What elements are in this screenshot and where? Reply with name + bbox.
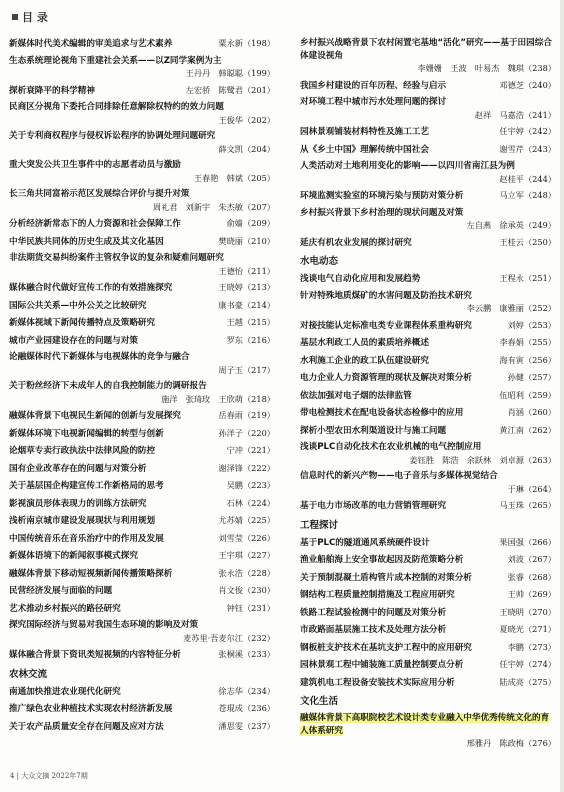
- entry-page: （275）: [523, 676, 556, 687]
- entry-title: 融媒体背景下移动短视频新闻传播策略探析: [9, 568, 173, 579]
- entry-page: （233）: [242, 649, 275, 659]
- toc-entry[interactable]: [300, 389, 556, 403]
- toc-entry[interactable]: [9, 351, 275, 376]
- toc-entry[interactable]: [9, 299, 275, 313]
- toc-entry[interactable]: [9, 514, 275, 528]
- toc-entry[interactable]: [300, 588, 556, 602]
- entry-title: 从《乡土中国》理解传统中国社会: [300, 144, 429, 155]
- toc-entry[interactable]: [300, 406, 556, 420]
- toc-entry[interactable]: [300, 641, 556, 655]
- entry-title: 环境监测实验室的环境污染与预防对策分析: [300, 191, 464, 201]
- entry-title: 基于电力市场改革的电力营销管理研究: [300, 501, 447, 511]
- entry-page: （230）: [242, 585, 275, 595]
- entry-page: （209）: [242, 218, 275, 228]
- entry-title: 乡村振兴背景下乡村治理的现状问题及对策: [300, 207, 464, 218]
- section-heading: 水电动态: [300, 256, 339, 267]
- entry-title: 电力企业人力资源管理的现状及解决对策分析: [300, 373, 472, 383]
- entry-page: （262）: [523, 424, 556, 435]
- entry-page: （198）: [242, 38, 275, 48]
- entry-page: （225）: [242, 515, 275, 525]
- toc-entry[interactable]: [300, 160, 556, 185]
- entry-page: （250）: [523, 236, 556, 247]
- entry-author: 岳春雨: [218, 410, 243, 420]
- toc-entry[interactable]: [9, 479, 275, 493]
- entry-page: （251）: [523, 273, 556, 283]
- entry-page: （224）: [242, 497, 275, 508]
- toc-entry[interactable]: [9, 334, 275, 348]
- toc-entry[interactable]: [300, 96, 556, 121]
- entry-page: （219）: [242, 410, 275, 420]
- entry-page: （231）: [242, 602, 275, 613]
- entry-title: 影视演员形体表现力的训练方法研究: [9, 498, 147, 509]
- entry-author: 徐志华: [218, 685, 243, 696]
- toc-entry[interactable]: [9, 648, 275, 662]
- entry-page: （256）: [523, 354, 556, 365]
- entry-title: 探析小型农田水利渠道设计与施工问题: [300, 425, 447, 436]
- entry-title: 市政路面基层施工技术及处理方法分析: [300, 625, 447, 635]
- toc-entry[interactable]: [9, 188, 275, 213]
- entry-title: 国有企业改革存在的问题与对策分析: [9, 463, 147, 474]
- entry-author: 陆成亮: [499, 676, 524, 687]
- entry-title: 关于农产品质量安全存在问题及应对方法: [9, 721, 164, 732]
- entry-page: （269）: [523, 589, 556, 599]
- toc-entry[interactable]: [300, 79, 556, 93]
- entry-author: 王桂云: [499, 236, 524, 247]
- entry-title: 钢板桩支护技术在基坑支护工程中的应用研究: [300, 642, 472, 653]
- entry-author: 吴鹏: [226, 480, 243, 490]
- entry-author: 刘波: [507, 554, 524, 564]
- entry-page: （264）: [523, 483, 556, 494]
- toc-entry[interactable]: [9, 159, 275, 184]
- entry-title: 长三角共同富裕示范区发展综合评价与提升对策: [9, 189, 190, 199]
- entry-author: 俞嫱: [226, 218, 243, 228]
- entry-author: 薛文凯: [218, 143, 243, 154]
- entry-title: 媒体融合背景下资讯类短视频的内容特征分析: [9, 650, 181, 660]
- toc-entry[interactable]: [9, 217, 275, 231]
- entry-author: 王德怡: [218, 265, 243, 276]
- entry-author: 周礼君 刘新宇 朱杰敏: [152, 201, 243, 212]
- entry-page: （213）: [242, 282, 275, 292]
- toc-entry[interactable]: [9, 37, 275, 51]
- entry-title: 钢结构工程质量控制措施及工程应用研究: [300, 590, 455, 600]
- entry-page: （266）: [523, 536, 556, 547]
- toc-entry[interactable]: [9, 101, 275, 126]
- entry-title: 对环境工程中城市污水处理问题的探讨: [300, 97, 447, 107]
- entry-author: 于琳: [507, 483, 524, 494]
- toc-entry[interactable]: [300, 470, 556, 495]
- toc-entry[interactable]: [300, 658, 556, 672]
- entry-author: 刘婷: [507, 319, 524, 330]
- entry-author: 石林: [226, 497, 243, 508]
- entry-title: 乡村振兴战略背景下农村闲置宅基地“活化”研究——基于田园综合体建设视角: [300, 38, 552, 61]
- entry-title: 非法期货交易纠纷案件主管权争议的复杂和疑难问题研究: [9, 253, 224, 263]
- entry-author: 张睿: [507, 571, 524, 582]
- entry-title: 新媒体视域下新闻传播特点及策略研究: [9, 318, 156, 328]
- entry-author: 王俊华: [218, 114, 243, 125]
- section-heading: 农林交流: [9, 668, 48, 680]
- page-footer: 4 | 大众文摘 2022年7期: [10, 772, 88, 780]
- entry-page: （241）: [523, 109, 556, 120]
- entry-author: 樊晓丽: [218, 235, 243, 246]
- entry-author: 施洋 张琦玫 王欣萌: [161, 393, 243, 404]
- toc-entry[interactable]: [300, 371, 556, 385]
- entry-author: 左自燕 徐承英: [466, 220, 524, 230]
- toc-entry[interactable]: [300, 441, 556, 466]
- entry-page: （199）: [242, 68, 275, 78]
- toc-entry[interactable]: [9, 702, 275, 716]
- entry-author: 王晓婷: [218, 282, 243, 292]
- entry-author: 谢雪芹: [499, 143, 524, 154]
- entry-author: 邓德芝: [499, 79, 524, 90]
- toc-entry[interactable]: [300, 354, 556, 368]
- header-square-icon: [12, 14, 18, 20]
- entry-author: 王丹丹 韩聪聪: [185, 68, 243, 78]
- toc-entry[interactable]: [9, 380, 275, 405]
- entry-page: （260）: [523, 407, 556, 417]
- entry-author: 周子玉: [218, 364, 243, 375]
- entry-page: （263）: [523, 454, 556, 465]
- entry-author: 麦苏里·吾麦尔江: [183, 632, 243, 643]
- entry-author: 尤苏婧: [218, 515, 243, 525]
- entry-author: 谢泽锋: [218, 462, 243, 473]
- entry-page: （237）: [242, 720, 275, 731]
- entry-page: （238）: [523, 63, 556, 73]
- entry-author: 夏晓光: [499, 624, 524, 634]
- entry-author: 苍琨成: [218, 703, 243, 713]
- entry-author: 罗东: [226, 334, 243, 345]
- entry-page: （236）: [242, 703, 275, 713]
- entry-author: 赵祥 马嘉浩: [474, 109, 524, 120]
- entry-title: 带电检测技术在配电设备状态检修中的应用: [300, 408, 464, 418]
- entry-author: 潘思雯: [218, 720, 243, 731]
- entry-page: （210）: [242, 235, 275, 246]
- entry-title: 探析衰降平的科学精神: [9, 85, 95, 96]
- toc-entry[interactable]: [300, 336, 556, 350]
- entry-title: 融媒体背景下电视民生新闻的创新与发展探究: [9, 411, 181, 421]
- entry-title: 分析经济新常态下的人力资源和社会保障工作: [9, 219, 181, 229]
- entry-title: 延庆有机农业发展的探讨研究: [300, 237, 412, 248]
- entry-title: 渔业船舶海上安全事故起因及防范策略分析: [300, 555, 464, 565]
- toc-entry[interactable]: [300, 272, 556, 286]
- toc-entry[interactable]: [9, 130, 275, 155]
- entry-page: （226）: [242, 532, 275, 543]
- toc-entry[interactable]: [9, 532, 275, 546]
- entry-page: （216）: [242, 334, 275, 345]
- entry-author: 刘雪莹: [218, 532, 243, 543]
- entry-title: 人类活动对土地利用变化的影响——以四川省南江县为例: [300, 161, 515, 171]
- entry-title: 新媒体环境下电视新闻编辑的转型与创新: [9, 428, 164, 439]
- toc-entry[interactable]: [300, 125, 556, 139]
- toc-entry[interactable]: [300, 499, 556, 513]
- entry-author: 王越: [226, 317, 243, 327]
- entry-author: 粟永新: [218, 38, 243, 48]
- entry-author: 康书豪: [218, 299, 243, 310]
- entry-title: 融媒体背景下高职院校艺术设计类专业融入中华优秀传统文化的育人体系研究: [300, 713, 550, 736]
- toc-entry[interactable]: [9, 497, 275, 511]
- entry-author: 马玉珠: [499, 500, 524, 510]
- entry-page: （274）: [523, 659, 556, 669]
- entry-title: 关于预制混凝土盾构管片成本控制的对策分析: [300, 572, 472, 583]
- entry-title: 浅谈PLC自动化技术在农业机械的电气控制应用: [300, 442, 482, 452]
- toc-entry[interactable]: [300, 536, 556, 550]
- toc-entry[interactable]: [9, 316, 275, 330]
- entry-author: 果国强: [499, 536, 524, 547]
- entry-page: （234）: [242, 685, 275, 696]
- entry-page: （268）: [523, 571, 556, 582]
- entry-page: （259）: [523, 389, 556, 400]
- entry-author: 张桐溪: [218, 649, 243, 659]
- entry-page: （267）: [523, 554, 556, 564]
- entry-title: 民营经济发展与面临的问题: [9, 586, 113, 596]
- entry-page: （207）: [242, 201, 275, 212]
- entry-title: 信息时代的新兴产物——电子音乐与多媒体视觉结合: [300, 471, 498, 481]
- entry-title: 论烟草专卖行政执法中法律风险的防控: [9, 446, 156, 456]
- entry-author: 张永浩: [218, 567, 243, 578]
- entry-title: 关于专利商权程序与侵权诉讼程序的协调处理问题研究: [9, 131, 216, 141]
- entry-page: （214）: [242, 299, 275, 310]
- entry-title: 浅谈电气自动化应用和发展趋势: [300, 274, 421, 284]
- toc-entry[interactable]: [300, 189, 556, 203]
- toc-header-title: 目 录: [22, 11, 48, 24]
- entry-title: 民商区分视角下委托合同排除任意解除权特约的效力问题: [9, 102, 224, 112]
- entry-page: （257）: [523, 372, 556, 382]
- entry-author: 肖涵: [507, 407, 524, 417]
- entry-author: 海有寅: [499, 354, 524, 365]
- entry-page: （227）: [242, 550, 275, 560]
- toc-entry[interactable]: [9, 619, 275, 644]
- entry-page: （270）: [523, 606, 556, 617]
- toc-entry[interactable]: [9, 252, 275, 277]
- entry-author: 王晓明: [499, 606, 524, 617]
- entry-page: （228）: [242, 567, 275, 578]
- toc-entry[interactable]: [9, 427, 275, 441]
- entry-page: （204）: [242, 143, 275, 154]
- entry-page: （223）: [242, 480, 275, 490]
- toc-entry[interactable]: [300, 712, 556, 750]
- toc-entry[interactable]: [300, 553, 556, 567]
- toc-entry[interactable]: [9, 235, 275, 249]
- entry-title: 论融媒体时代下新媒体与电视媒体的竞争与融合: [9, 352, 190, 362]
- entry-author: 王程永: [499, 273, 524, 283]
- entry-title: 我国乡村建设的百年历程、经验与启示: [300, 80, 447, 91]
- entry-title: 中华民族共同体的历史生成及其文化基因: [9, 236, 164, 247]
- entry-author: 邢雅丹 陈政梅: [466, 738, 524, 748]
- entry-title: 对接技能认定标准电类专业课程体系重构研究: [300, 320, 472, 331]
- toc-right-column: [300, 37, 556, 754]
- section-heading: 工程探讨: [300, 519, 339, 531]
- entry-page: （271）: [523, 624, 556, 634]
- entry-author: 黄江南: [499, 424, 524, 435]
- entry-author: 姜钰胜 陈浩 余跃林 刘卓源: [409, 454, 524, 465]
- toc-left-column: [9, 37, 275, 737]
- toc-entry[interactable]: [9, 685, 275, 699]
- entry-title: 新媒体时代美术编辑的审美追求与艺术素养: [9, 39, 173, 49]
- entry-author: 伍昭利: [499, 389, 524, 400]
- toc-entry[interactable]: [9, 462, 275, 476]
- entry-page: （242）: [523, 126, 556, 136]
- entry-title: 艺术推动乡村振兴的路径研究: [9, 603, 121, 614]
- toc-entry[interactable]: [300, 236, 556, 250]
- entry-title: 针对特殊地质煤矿的水害问题及防治技术研究: [300, 290, 472, 301]
- entry-title: 城市产业园建设存在的问题与对策: [9, 335, 138, 346]
- entry-author: 李姗姗 王波 叶易杰 魏琪: [417, 63, 524, 73]
- entry-page: （265）: [523, 500, 556, 510]
- entry-page: （243）: [523, 143, 556, 154]
- entry-author: 左宏骄 陈鹭君: [185, 84, 243, 95]
- entry-title: 南通加快推进农业现代化研究: [9, 686, 121, 697]
- toc-entry[interactable]: [9, 549, 275, 563]
- entry-author: 李春娟: [499, 337, 524, 347]
- toc-entry[interactable]: [9, 281, 275, 295]
- entry-title: 探究国际经济与贸易对我国生态环境的影响及对策: [9, 620, 199, 630]
- entry-page: （221）: [242, 445, 275, 455]
- entry-author: 宁冲: [226, 445, 243, 455]
- entry-author: 任宇婷: [499, 126, 524, 136]
- entry-title: 浅析南京城市建设发展现状与利用规划: [9, 516, 156, 526]
- entry-page: （273）: [523, 641, 556, 652]
- entry-page: （240）: [523, 79, 556, 90]
- entry-title: 园林景观工程中铺装施工质量控制要点分析: [300, 660, 464, 670]
- entry-title: 生态系统理论视角下重建社会关系——以Z同学案例为主: [9, 55, 222, 66]
- entry-title: 铁路工程试验检测中的问题及对策分析: [300, 607, 447, 618]
- entry-page: （201）: [242, 84, 275, 95]
- page-edge: [560, 0, 564, 792]
- entry-page: （248）: [523, 190, 556, 200]
- entry-author: 肖文俊: [218, 585, 243, 595]
- entry-author: 孙洋子: [218, 427, 243, 438]
- entry-title: 依法加强对电子烟的法律监管: [300, 390, 412, 401]
- toc-header: [12, 9, 48, 25]
- toc-entry[interactable]: [9, 55, 275, 80]
- entry-title: 关于粉丝经济下未成年人的自我控制能力的调研报告: [9, 381, 207, 391]
- entry-title: 关于基层国企构建宣传工作新格局的思考: [9, 481, 164, 491]
- entry-page: （205）: [242, 172, 275, 183]
- toc-entry[interactable]: [9, 584, 275, 598]
- toc-entry[interactable]: [300, 623, 556, 637]
- entry-page: （276）: [523, 738, 556, 748]
- toc-entry[interactable]: [300, 424, 556, 438]
- entry-author: 任宇婷: [499, 659, 524, 669]
- entry-title: 基于PLC的隧道通风系统硬件设计: [300, 537, 430, 548]
- toc-entry[interactable]: [300, 571, 556, 585]
- entry-author: 马立军: [499, 190, 524, 200]
- entry-page: （252）: [523, 303, 556, 313]
- entry-author: 孙健: [507, 372, 524, 382]
- entry-title: 建筑机电工程设备安装技术实际应用分析: [300, 677, 455, 688]
- entry-title: 推广绿色农业种植技术实现农村经济新发展: [9, 704, 173, 714]
- entry-author: 王宇琪: [218, 550, 243, 560]
- entry-title: 园林景观铺装材料特性及施工工艺: [300, 127, 429, 137]
- entry-author: 王春艳 韩斌: [193, 172, 243, 183]
- toc-entry[interactable]: [300, 676, 556, 690]
- toc-entry[interactable]: [300, 606, 556, 620]
- entry-title: 国际公共关系—中外公关之比较研究: [9, 300, 147, 311]
- entry-page: （218）: [242, 393, 275, 404]
- entry-title: 媒体融合时代做好宣传工作的有效措施探究: [9, 283, 173, 293]
- entry-page: （220）: [242, 427, 275, 438]
- entry-page: （249）: [523, 220, 556, 230]
- entry-page: （232）: [242, 632, 275, 643]
- entry-title: 水利施工企业的政工队伍建设研究: [300, 355, 429, 366]
- entry-page: （253）: [523, 319, 556, 330]
- toc-entry[interactable]: [300, 290, 556, 315]
- toc-entry[interactable]: [9, 84, 275, 98]
- entry-page: （211）: [242, 265, 275, 276]
- section-heading: 文化生活: [300, 696, 339, 707]
- toc-entry[interactable]: [9, 602, 275, 616]
- entry-title: 重大突发公共卫生事件中的志愿者动员与激励: [9, 160, 181, 170]
- entry-page: （215）: [242, 317, 275, 327]
- toc-entry[interactable]: [9, 409, 275, 423]
- entry-title: 基层水利政工人员的素质培养概述: [300, 338, 429, 348]
- entry-page: （202）: [242, 114, 275, 125]
- entry-author: 钟钰: [226, 602, 243, 613]
- toc-entry[interactable]: [300, 207, 556, 232]
- toc-entry[interactable]: [300, 319, 556, 333]
- entry-title: 中国传统音乐在音乐治疗中的作用及发展: [9, 533, 164, 544]
- entry-page: （244）: [523, 173, 556, 184]
- entry-author: 赵桂平: [499, 173, 524, 184]
- entry-author: 李鹏: [507, 641, 524, 652]
- toc-entry[interactable]: [300, 37, 556, 75]
- entry-author: 王帅: [507, 589, 524, 599]
- entry-title: 新媒体语境下的新闻叙事模式探究: [9, 551, 138, 561]
- toc-entry[interactable]: [9, 720, 275, 734]
- entry-page: （217）: [242, 364, 275, 375]
- entry-author: 李云鹏 康雅丽: [466, 303, 524, 313]
- toc-entry[interactable]: [9, 444, 275, 458]
- entry-page: （255）: [523, 337, 556, 347]
- toc-entry[interactable]: [9, 567, 275, 581]
- entry-page: （222）: [242, 462, 275, 473]
- toc-entry[interactable]: [300, 143, 556, 157]
